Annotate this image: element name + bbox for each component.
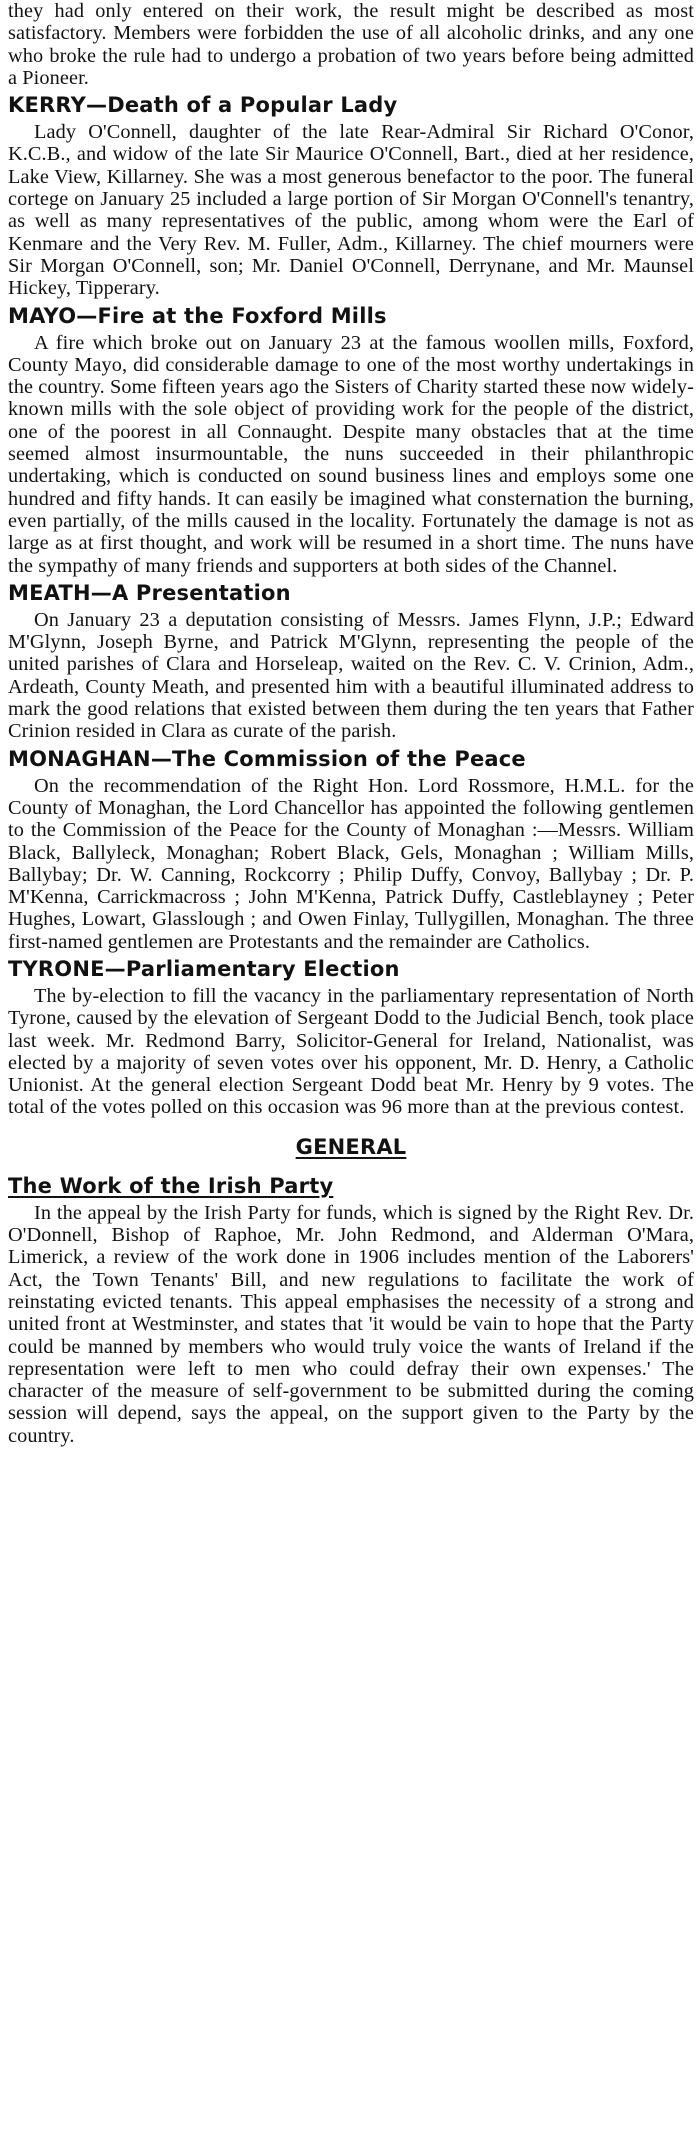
article-body: The by-election to fill the vacancy in the parliamentary representation of North Tyrone, caused by the elevation of Sergeant Dodd to the Judicial Bench, took place last week. Mr. Redmond Barry, Solicitor-General for Ireland, Nationalist, was elected by a majority of seven votes over his opponent, Mr. D. Henry, a Catholic Unionist. At the general election Sergeant Dodd beat Mr. Henry by 9 votes. The total of the votes polled on this occasion was 96 more than at the previous contest. (8, 984, 694, 1119)
article-meath (8, 581, 694, 743)
article-body: In the appeal by the Irish Party for funds, which is signed by the Right Rev. Dr. O'Donnell, Bishop of Raphoe, Mr. John Redmond, and Alderman O'Mara, Limerick, a review of the work done in 1906 includes mention of the Laborers' Act, the Town Tenants' Bill, and new regulations to facilitate the work of reinstating evicted tenants. This appeal emphasises the necessity of a strong and united front at Westminster, and states that 'it would be vain to hope that the Party could be manned by members who would truly voice the wants of Ireland if the representation were left to men who could defray their own expenses.' The character of the measure of self-government to be submitted during the coming session will depend, says the appeal, on the support given to the Party by the country. (8, 1201, 694, 1447)
article-monaghan (8, 747, 694, 953)
article-body: Lady O'Connell, daughter of the late Rear-Admiral Sir Richard O'Conor, K.C.B., and widow of the late Sir Maurice O'Connell, Bart., died at her residence, Lake View, Killarney. She was a most generous benefactor to the poor. The funeral cortege on January 25 included a large portion of Sir Morgan O'Connell's tenantry, as well as many representatives of the public, among whom were the Earl of Kenmare and the Very Rev. M. Fuller, Adm., Killarney. The chief mourners were Sir Morgan O'Connell, son; Mr. Daniel O'Connell, Derrynane, and Mr. Maunsel Hickey, Tipperary. (8, 121, 694, 300)
article-heading: MAYO—Fire at the Foxford Mills (8, 303, 387, 328)
article-heading: KERRY—Death of a Popular Lady (8, 93, 398, 118)
article-body: A fire which broke out on January 23 at the famous woollen mills, Foxford, County Mayo, did considerable damage to one of the most worthy undertakings in the country. Some fifteen years ago the Sisters of Charity started these now widely-known mills with the sole object of providing work for the people of the district, one of the poorest in all Connaught. Despite many obstacles that at the time seemed almost insurmountable, the nuns succeeded in their philanthropic undertaking, which is conducted on sound business lines and employs some one hundred and fifty hands. It can easily be imagined what consternation the burning, even partially, of the mills caused in the locality. Fortunately the damage is not as large as at first thought, and work will be resumed in a short time. The nuns have the sympathy of many friends and supporters at both sides of the Channel. (8, 331, 694, 577)
article-body: On the recommendation of the Right Hon. Lord Rossmore, H.M.L. for the County of Monaghan, the Lord Chancellor has appointed the following gentlemen to the Commission of the Peace for the County of Monaghan :—Messrs. William Black, Ballyleck, Monaghan; Robert Black, Gels, Monaghan ; William Mills, Ballybay; Dr. W. Canning, Rockcorry ; Philip Duffy, Convoy, Ballybay ; Dr. P. M'Kenna, Carrickmacross ; John M'Kenna, Patrick Duffy, Castleblayney ; Peter Hughes, Lowart, Glasslough ; and Owen Finlay, Tullygillen, Monaghan. The three first-named gentlemen are Protestants and the remainder are Catholics. (8, 774, 694, 953)
section-heading: GENERAL (295, 1134, 407, 1159)
article-heading: TYRONE—Parliamentary Election (8, 956, 400, 981)
newspaper-page (8, 0, 694, 1447)
article-tyrone (8, 957, 694, 1119)
section-general (8, 1135, 694, 1447)
article-kerry (8, 93, 694, 299)
intro-paragraph: they had only entered on their work, the result might be described as most satisfactory. Members were forbidden the use of all alcoholic drinks, and any one who broke the rule had to undergo a probation of two years before being admitted a Pioneer. (8, 0, 694, 89)
article-heading: The Work of the Irish Party (8, 1173, 334, 1198)
article-body: On January 23 a deputation consisting of Messrs. James Flynn, J.P.; Edward M'Glynn, Joseph Byrne, and Patrick M'Glynn, representing the people of the united parishes of Clara and Horseleap, waited on the Rev. C. V. Crinion, Adm., Ardeath, County Meath, and presented him with a beautiful illuminated address to mark the good relations that existed between them during the ten years that Father Crinion resided in Clara as curate of the parish. (8, 608, 694, 743)
article-heading: MEATH—A Presentation (8, 580, 291, 605)
article-heading: MONAGHAN—The Commission of the Peace (8, 746, 526, 771)
article-mayo (8, 304, 694, 577)
